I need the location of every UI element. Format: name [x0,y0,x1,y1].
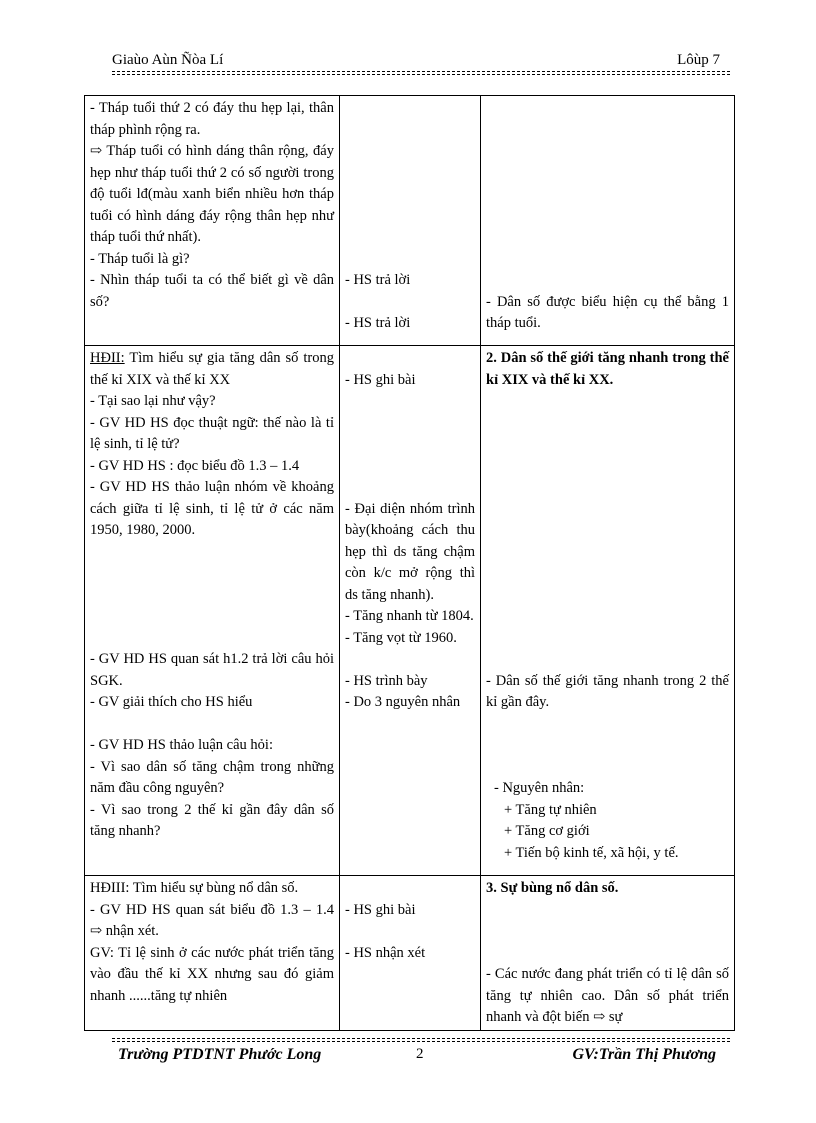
footer-teacher: GV:Trần Thị Phương [572,1046,716,1063]
student-answer: - Đại diện nhóm trình bày(khoảng cách thu hẹp thì ds tăng chậm còn k/c mở rộng thì ds tăng nhanh). [345,500,475,603]
student-activity-cell [340,876,481,1031]
table-row [85,346,735,876]
activity-heading-label: HĐII: [90,350,125,366]
cause-item: + Tăng tự nhiên [504,801,597,818]
student-answer: - Tăng vọt từ 1960. [345,629,457,646]
student-answer: - HS trình bày [345,672,428,689]
teacher-activity-cell [85,96,340,346]
paragraph: ⇨ Tháp tuổi có hình dáng thân rộng, đáy hẹp như tháp tuổi thứ 2 có số người trong độ tuổi lđ(màu xanh biển nhiều hơn tháp tuổi có hình dáng đáy rộng thân hẹp như tháp tuổi thứ nhất). [90,143,334,245]
teacher-activity-cell [85,346,340,876]
table-row [85,876,735,1031]
section-title: 2. Dân số thế giới tăng nhanh trong thế kỉ XIX và thế kỉ XX. [486,350,729,388]
content-cell [481,876,735,1031]
page-number: 2 [416,1046,424,1062]
instruction: - GV HD HS quan sát biểu đồ 1.3 – 1.4 ⇨ nhận xét. [90,901,334,939]
cause-item: + Tiến bộ kinh tế, xã hội, y tế. [504,844,679,861]
content-cell [481,96,735,346]
student-answer: - Tăng nhanh từ 1804. [345,608,474,624]
header-rule [112,71,730,72]
footer-school: Trường PTDTNT Phước Long [118,1046,322,1063]
teacher-activity-cell [85,876,340,1031]
activity-heading-text: Tìm hiểu sự gia tăng dân số trong thế kỉ XIX và thế kỉ XX [90,350,334,388]
paragraph: - Tháp tuổi thứ 2 có đáy thu hẹp lại, thân tháp phình rộng ra. [90,100,334,138]
student-answer: - HS nhận xét [345,944,426,961]
instruction: - GV HD HS thảo luận câu hỏi: [90,737,273,753]
instruction: - GV HD HS : đọc biểu đồ 1.3 – 1.4 [90,457,300,474]
cause-item: + Tăng cơ giới [504,823,590,839]
student-answer: - Do 3 nguyên nhân [345,694,461,710]
section-title: 3. Sự bùng nổ dân số. [486,880,619,896]
causes-label: - Nguyên nhân: [494,780,585,796]
lesson-table [84,95,735,1031]
student-answer: - HS ghi bài [345,901,416,918]
student-answer: - HS trả lời [345,272,411,288]
question: - Tại sao lại như vậy? [90,393,216,409]
question: - Vì sao trong 2 thế kỉ gần đây dân số tăng nhanh? [90,801,334,839]
header-rule-second [112,74,730,75]
student-answer: - HS ghi bài [345,371,416,388]
student-answer: - HS trả lời [345,315,411,331]
instruction: - GV HD HS thảo luận nhóm về khoảng cách giữa tỉ lệ sinh, tỉ lệ tử ở các năm 1950, 1980, 2000. [90,479,334,538]
question: - Nhìn tháp tuổi ta có thể biết gì về dân số? [90,272,334,310]
activity-heading: HĐIII: Tìm hiểu sự bùng nổ dân số. [90,880,299,896]
page-footer [112,1038,730,1078]
header-subject: Giaùo Aùn Ñòa Lí [112,52,224,68]
activity-heading [90,348,334,391]
table-row [85,96,735,346]
footer-rule [112,1038,730,1039]
student-activity-cell [340,96,481,346]
question: - Tháp tuổi là gì? [90,250,190,267]
page-header [112,52,730,74]
instruction: - GV HD HS đọc thuật ngữ: thế nào là tỉ lệ sinh, tỉ lệ tử? [90,414,334,452]
instruction: - GV giải thích cho HS hiểu [90,694,253,710]
paragraph: GV: Tỉ lệ sinh ở các nước phát triển tăng vào đầu thế kỉ XX nhưng sau đó giảm nhanh ......tăng tự nhiên [90,944,334,1004]
instruction: - GV HD HS quan sát h1.2 trả lời câu hỏi SGK. [90,651,334,689]
header-grade: Lôùp 7 [677,52,720,68]
student-activity-cell [340,346,481,876]
question: - Vì sao dân số tăng chậm trong những năm đầu công nguyên? [90,758,334,796]
footer-rule-second [112,1041,730,1042]
content-cell [481,346,735,876]
content-item: - Các nước đang phát triển có tỉ lệ dân số tăng tự nhiên cao. Dân số phát triển nhanh và đột biến ⇨ sự [486,966,729,1025]
content-item: - Dân số thế giới tăng nhanh trong 2 thế kỉ gần đây. [486,672,729,710]
content-item: - Dân số được biểu hiện cụ thể bằng 1 tháp tuổi. [486,293,729,331]
